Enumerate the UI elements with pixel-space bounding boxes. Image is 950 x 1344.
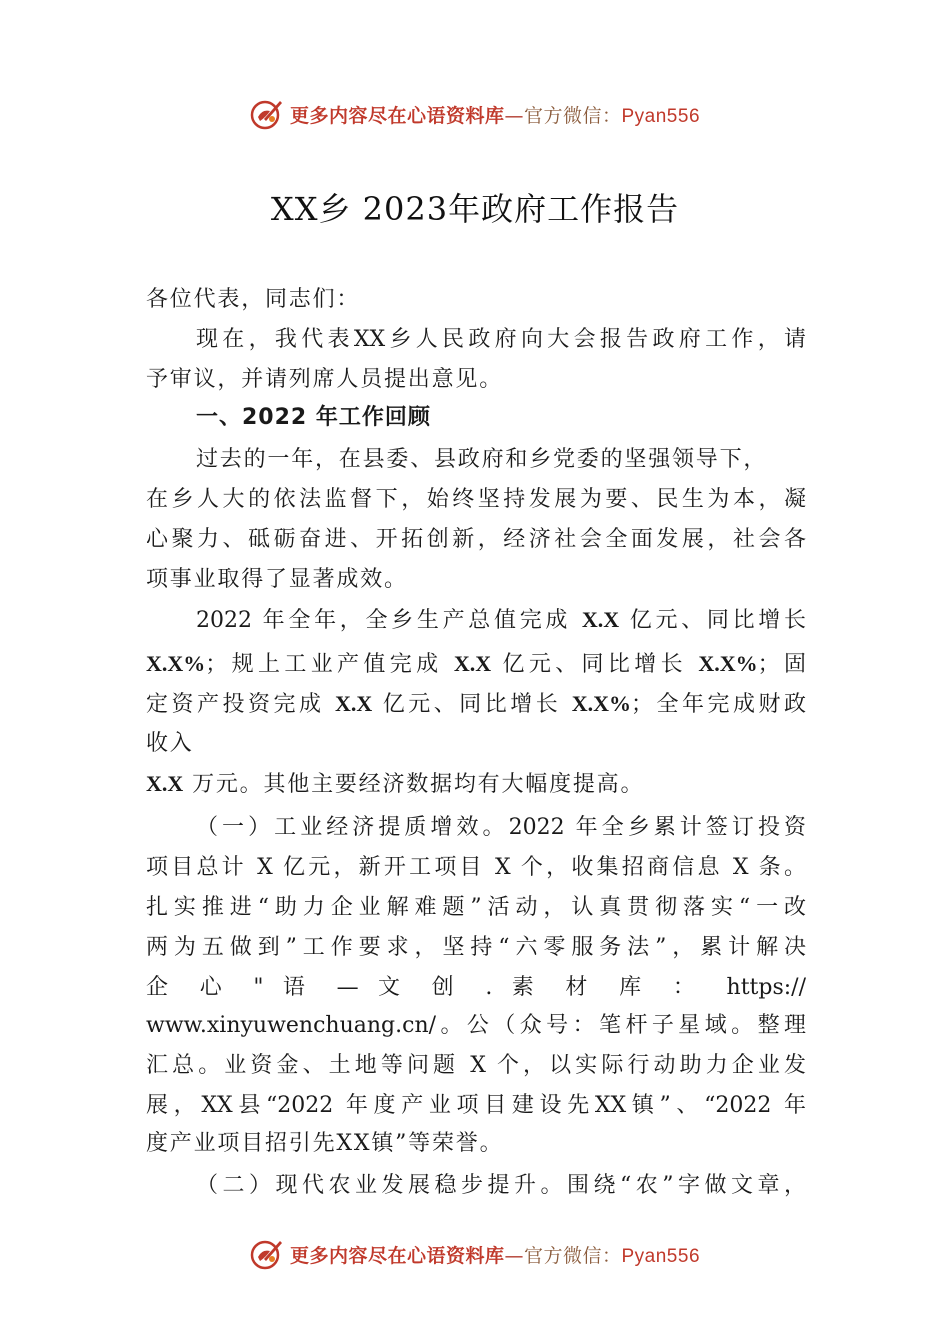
watermark-sub: 官方微信：	[523, 104, 622, 127]
figure-value: X.X	[453, 651, 492, 676]
paragraph-line: 项事业取得了显著成效。	[146, 567, 408, 592]
paragraph-line: 项目总计 X 亿元，新开工项目 X 个，收集招商信息 X 条。	[146, 855, 806, 880]
paragraph-line	[146, 768, 806, 800]
document-title: XX乡 2023年政府工作报告	[270, 190, 680, 228]
text-run: 亿元、同比增长	[382, 692, 562, 717]
paragraph-line: 过去的一年，在县委、县政府和乡党委的坚强领导下，	[196, 447, 768, 472]
paragraph-line	[146, 648, 806, 680]
watermark-main: 更多内容尽在心语资料库	[289, 1244, 505, 1267]
figure-value: X.X	[581, 607, 620, 632]
pen-logo-icon	[250, 1237, 284, 1271]
paragraph-line: （一）工业经济提质增效。2022 年全乡累计签订投资	[196, 815, 806, 840]
figure-value: X.X%	[146, 651, 206, 676]
paragraph-line: 在乡人大的依法监督下，始终坚持发展为要、民生为本，凝	[146, 487, 806, 512]
text-run: ；固	[757, 652, 806, 677]
paragraph-line: 展，XX县“2022 年度产业项目建设先XX镇”、“2022 年	[146, 1093, 806, 1118]
watermark-banner-bottom	[0, 1234, 950, 1274]
paragraph-line: 现在，我代表XX乡人民政府向大会报告政府工作，请	[196, 327, 806, 352]
paragraph-line: www.xinyuwenchuang.cn/。公（众号：笔杆子星域。整理	[146, 1013, 806, 1038]
text-run: 万元。其他主要经济数据均有大幅度提高。	[192, 772, 645, 797]
text-run: 亿元、同比增长	[629, 608, 807, 633]
watermark-text	[290, 101, 700, 128]
paragraph-line: 心聚力、砥砺奋进、开拓创新，经济社会全面发展，社会各	[146, 527, 806, 552]
text-run: 2022 年全年，全乡生产总值完成	[196, 608, 572, 633]
figure-value: X.X%	[571, 691, 631, 716]
paragraph-line: 收入	[146, 731, 194, 756]
paragraph-line: 扎实推进“助力企业解难题”活动，认真贯彻落实“一改	[146, 895, 806, 920]
watermark-dash: —	[504, 1244, 524, 1267]
watermark-dash: —	[504, 104, 524, 127]
paragraph-line	[146, 688, 806, 720]
paragraph-line: 企 心 " 语 — 文 创 . 素 材 库 ： https://	[146, 975, 806, 1000]
text-run: 定资产投资完成	[146, 692, 325, 717]
figure-value: X.X%	[698, 651, 758, 676]
pen-logo-icon	[250, 97, 284, 131]
watermark-id: Pyan556	[621, 1245, 701, 1267]
figure-value: X.X	[146, 771, 184, 796]
text-run: ；规上工业产值完成	[205, 652, 443, 677]
paragraph-line: 汇总。业资金、土地等问题 X 个，以实际行动助力企业发	[146, 1053, 806, 1078]
paragraph-line: 度产业项目招引先XX镇”等荣誉。	[146, 1131, 504, 1156]
watermark-banner-top	[0, 94, 950, 134]
figure-value: X.X	[334, 691, 373, 716]
watermark-id: Pyan556	[621, 105, 701, 127]
watermark-main: 更多内容尽在心语资料库	[289, 104, 505, 127]
paragraph-line: 两为五做到”工作要求，坚持“六零服务法”，累计解决	[146, 935, 806, 960]
watermark-sub: 官方微信：	[523, 1244, 622, 1267]
text-run: ；全年完成财政	[631, 692, 806, 717]
watermark-text	[290, 1241, 700, 1268]
paragraph-line: 予审议，并请列席人员提出意见。	[146, 367, 504, 392]
paragraph-line	[196, 604, 806, 636]
section-heading: 一、2022 年工作回顾	[196, 405, 431, 430]
text-run: 亿元、同比增长	[502, 652, 687, 677]
salutation: 各位代表，同志们：	[146, 287, 361, 312]
paragraph-line: （二）现代农业发展稳步提升。围绕“农”字做文章，	[196, 1173, 806, 1198]
